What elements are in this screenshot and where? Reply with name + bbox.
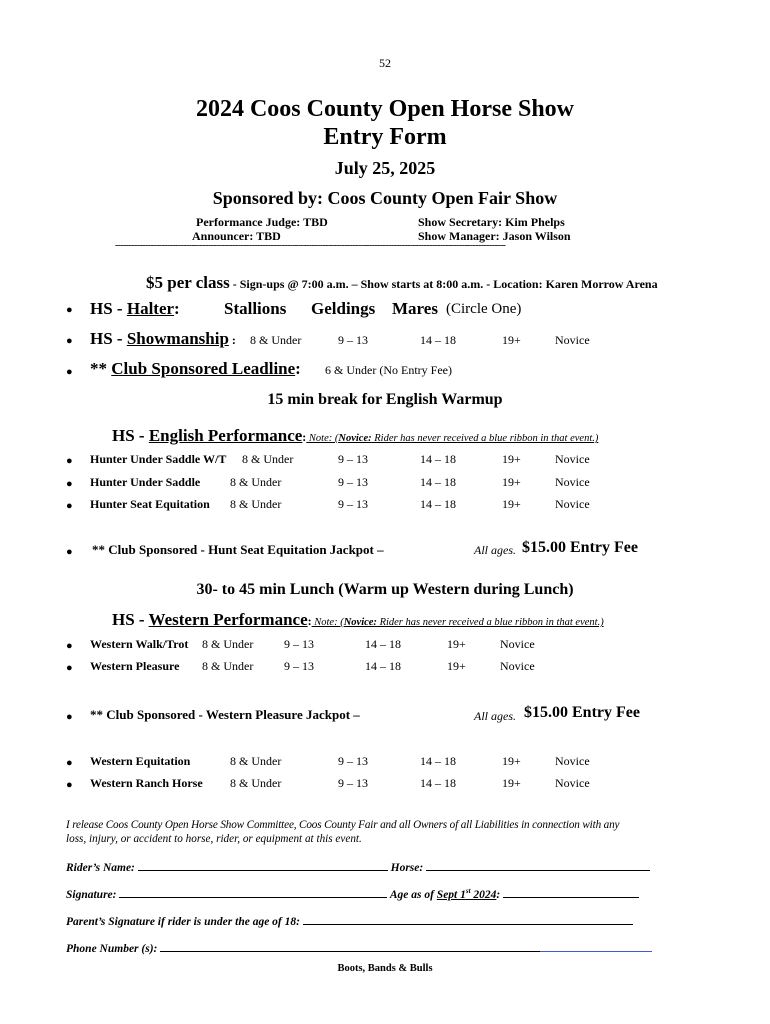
english-row-2-name: Hunter Under Saddle <box>90 475 201 489</box>
western-row-3-col-1: 8 & Under <box>230 754 282 768</box>
english-row-1-col-3: 14 – 18 <box>420 452 456 466</box>
bullet: ● <box>66 546 73 558</box>
english-row-3-col-2: 9 – 13 <box>338 497 368 511</box>
bullet: ● <box>66 640 73 652</box>
halter-note: (Circle One) <box>446 301 522 317</box>
showmanship-col-2: 9 – 13 <box>338 333 368 347</box>
western-note-bold: Novice: <box>343 617 377 628</box>
english-jackpot: ** Club Sponsored - Hunt Seat Equitation Jackpot – <box>92 542 384 557</box>
western-row-4-name: Western Ranch Horse <box>90 776 203 790</box>
english-row-1-col-4: 19+ <box>502 452 521 466</box>
bullet: ● <box>66 500 73 512</box>
western-row-3-col-2: 9 – 13 <box>338 754 368 768</box>
signature-field[interactable] <box>119 886 387 898</box>
event-date: July 25, 2025 <box>334 158 436 178</box>
halter-class <box>90 299 180 319</box>
english-row-2-col-2: 9 – 13 <box>338 475 368 489</box>
halter-option-mares: Mares <box>392 299 438 318</box>
english-prefix: HS - <box>112 426 149 445</box>
showmanship-prefix: HS - <box>90 329 127 348</box>
english-row-2-col-4: 19+ <box>502 475 521 489</box>
sponsor-line: Sponsored by: Coos County Open Fair Show <box>212 188 558 208</box>
phone-row <box>66 940 652 955</box>
age-label: Age as of <box>389 889 434 901</box>
english-row-1-col-1: 8 & Under <box>242 452 294 466</box>
western-row-4-col-5: Novice <box>555 776 590 790</box>
bullet: ● <box>66 662 73 674</box>
english-row-2-col-1: 8 & Under <box>230 475 282 489</box>
signature-label: Signature: <box>66 889 117 901</box>
western-jackpot: ** Club Sponsored - Western Pleasure Jackpot – <box>90 707 360 722</box>
western-row-2-col-1: 8 & Under <box>202 659 254 673</box>
age-date-suffix: st <box>465 887 471 896</box>
leadline-prefix: ** <box>90 359 112 378</box>
halter-name: Halter <box>126 299 175 318</box>
showmanship-class <box>90 329 236 349</box>
phone-label: Phone Number (s): <box>66 943 158 955</box>
divider: ----------------------------------------------------------------------------------------------------------------------------------------------- <box>115 240 506 251</box>
bullet: ● <box>66 478 73 490</box>
western-row-4-col-4: 19+ <box>502 776 521 790</box>
western-jackpot-ages: All ages. <box>474 709 516 723</box>
leadline-class <box>90 359 301 379</box>
parent-signature-label: Parent’s Signature if rider is under the age of 18: <box>66 916 300 928</box>
western-note-post: Rider has never received a blue ribbon in that event.) <box>376 617 604 628</box>
western-row-3-col-4: 19+ <box>502 754 521 768</box>
phone-field-extension <box>540 940 652 952</box>
footer: Boots, Bands & Bulls <box>337 963 433 974</box>
english-note-bold: Novice: <box>338 433 372 444</box>
english-note-pre: Note: ( <box>306 433 339 444</box>
english-row-3-col-1: 8 & Under <box>230 497 282 511</box>
announcer: Announcer: TBD <box>192 229 281 243</box>
rider-name-row <box>66 859 650 874</box>
age-field[interactable] <box>503 886 639 898</box>
english-row-1-col-5: Novice <box>555 452 590 466</box>
western-row-4-col-1: 8 & Under <box>230 776 282 790</box>
showmanship-col-5: Novice <box>555 333 590 347</box>
english-name: English Performance <box>148 426 303 445</box>
bullet: ● <box>66 757 73 769</box>
bullet: ● <box>66 711 73 723</box>
phone-field[interactable] <box>160 940 540 952</box>
western-row-2-col-5: Novice <box>500 659 535 673</box>
release-line-2: loss, injury, or accident to horse, rider, or equipment at this event. <box>66 833 362 845</box>
release-line-1: I release Coos County Open Horse Show Committee, Coos County Fair and all Owners of all Liabilities in connection with any <box>66 819 620 831</box>
bullet: ● <box>66 304 73 316</box>
western-row-1-col-5: Novice <box>500 637 535 651</box>
western-row-1-name: Western Walk/Trot <box>90 637 189 651</box>
showmanship-col-1: 8 & Under <box>250 333 302 347</box>
price: $5 per class <box>146 273 230 292</box>
western-row-3-name: Western Equitation <box>90 754 191 768</box>
english-row-3-name: Hunter Seat Equitation <box>90 497 210 511</box>
western-row-4-col-2: 9 – 13 <box>338 776 368 790</box>
english-row-3-col-5: Novice <box>555 497 590 511</box>
age-date: Sept 1 <box>436 889 466 901</box>
western-prefix: HS - <box>112 610 149 629</box>
bullet: ● <box>66 779 73 791</box>
english-jackpot-ages: All ages. <box>474 543 516 557</box>
western-row-4-col-3: 14 – 18 <box>420 776 456 790</box>
parent-signature-field[interactable] <box>303 913 633 925</box>
halter-colon: : <box>174 299 180 318</box>
western-row-1-col-1: 8 & Under <box>202 637 254 651</box>
age-date-year: 2024 <box>470 889 497 901</box>
bullet: ● <box>66 335 73 347</box>
showmanship-col-3: 14 – 18 <box>420 333 456 347</box>
western-name: Western Performance <box>148 610 308 629</box>
english-jackpot-fee: $15.00 Entry Fee <box>522 539 638 556</box>
english-row-2-col-5: Novice <box>555 475 590 489</box>
break-lunch: 30- to 45 min Lunch (Warm up Western during Lunch) <box>196 581 574 598</box>
english-row-1-col-2: 9 – 13 <box>338 452 368 466</box>
rider-name-field[interactable] <box>138 859 388 871</box>
halter-prefix: HS - <box>90 299 127 318</box>
halter-option-stallions: Stallions <box>224 299 287 318</box>
western-row-1-col-3: 14 – 18 <box>365 637 401 651</box>
western-jackpot-fee: $15.00 Entry Fee <box>524 704 640 721</box>
price-line <box>146 273 658 293</box>
rider-name-label: Rider’s Name: <box>66 862 135 874</box>
price-details: - Sign-ups @ 7:00 a.m. – Show starts at 8:00 a.m. - Location: Karen Morrow Arena <box>229 277 658 291</box>
western-row-2-col-2: 9 – 13 <box>284 659 314 673</box>
western-row-2-name: Western Pleasure <box>90 659 180 673</box>
showmanship-colon: : <box>228 333 236 347</box>
western-row-3-col-5: Novice <box>555 754 590 768</box>
bullet: ● <box>66 455 73 467</box>
english-row-1-name: Hunter Under Saddle W/T <box>90 452 227 466</box>
western-row-1-col-4: 19+ <box>447 637 466 651</box>
signature-row <box>66 886 639 901</box>
english-row-3-col-3: 14 – 18 <box>420 497 456 511</box>
break-english-warmup: 15 min break for English Warmup <box>267 391 503 408</box>
age-colon: : <box>496 889 501 901</box>
judge: Performance Judge: TBD <box>196 215 328 229</box>
showmanship-col-4: 19+ <box>502 333 521 347</box>
western-row-2-col-3: 14 – 18 <box>365 659 401 673</box>
leadline-colon: : <box>295 359 301 378</box>
leadline-note: 6 & Under (No Entry Fee) <box>325 363 452 377</box>
secretary: Show Secretary: Kim Phelps <box>418 215 565 229</box>
western-header <box>112 610 604 630</box>
bullet: ● <box>66 366 73 378</box>
western-note-pre: Note: ( <box>311 617 344 628</box>
english-header <box>112 426 598 446</box>
showmanship-name: Showmanship <box>126 329 229 348</box>
page-number: 52 <box>379 56 391 70</box>
english-note-post: Rider has never received a blue ribbon in that event.) <box>371 433 599 444</box>
title-line-2: Entry Form <box>323 124 447 150</box>
leadline-name: Club Sponsored Leadline <box>111 359 296 378</box>
english-colon: : <box>302 430 307 444</box>
halter-option-geldings: Geldings <box>311 299 376 318</box>
english-row-3-col-4: 19+ <box>502 497 521 511</box>
parent-signature-row <box>66 913 633 928</box>
western-row-2-col-4: 19+ <box>447 659 466 673</box>
western-row-1-col-2: 9 – 13 <box>284 637 314 651</box>
western-row-3-col-3: 14 – 18 <box>420 754 456 768</box>
horse-label: Horse: <box>390 862 424 874</box>
horse-field[interactable] <box>426 859 650 871</box>
title-line-1: 2024 Coos County Open Horse Show <box>195 96 575 122</box>
western-colon: : <box>307 614 312 628</box>
english-row-2-col-3: 14 – 18 <box>420 475 456 489</box>
manager: Show Manager: Jason Wilson <box>418 229 571 243</box>
